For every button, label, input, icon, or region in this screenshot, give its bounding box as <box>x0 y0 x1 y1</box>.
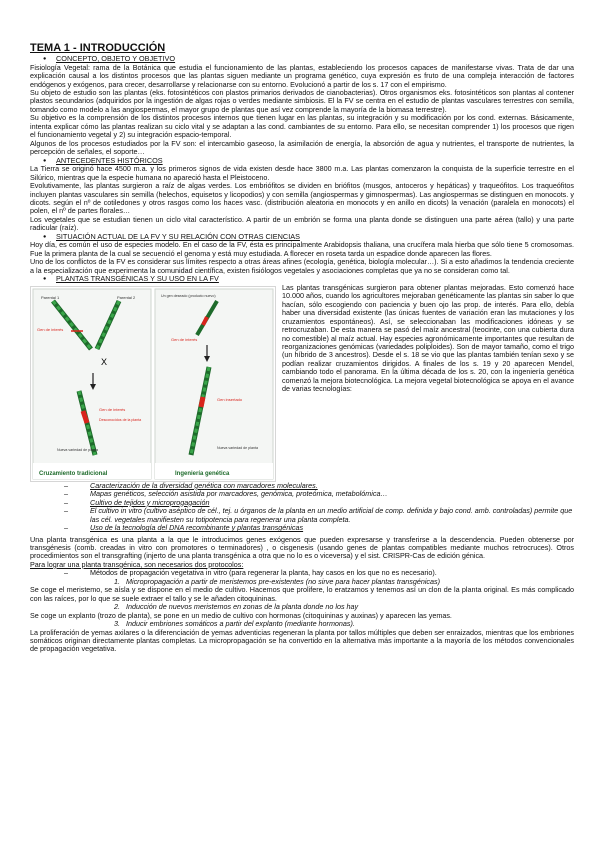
paragraph: Hoy día, es común el uso de especies modelo. En el caso de la FV, ésta es principalmente Arabidopsis thaliana, una crucífera mala hierba que sólo tiene 5 cromosomas. Fue la primera planta de la cual se secuenció el genoma y está muy estudiada. A florecer en roseta tarda un espadice donde aparecen las flores. <box>30 240 574 258</box>
figure-row <box>30 284 574 482</box>
crossing-figure <box>30 286 276 482</box>
numbered-item: 2. Inducción de nuevos meristemos en zonas de la planta donde no los hay <box>114 602 359 612</box>
page-title: TEMA 1 - INTRODUCCIÓN <box>30 42 166 54</box>
label-gen-interes-right: Gen de interés <box>171 336 198 342</box>
step-text: Inducción de nuevos meristemos en zonas de la planta donde no los hay <box>126 602 359 612</box>
caption-cruzamiento: Cruzamiento tradicional <box>39 470 108 477</box>
section-heading-situacion: ● SITUACIÓN ACTUAL DE LA FV Y SU RELACIÓN CON OTRAS CIENCIAS <box>30 233 574 242</box>
caption-ingenieria: Ingeniería genética <box>175 470 230 477</box>
section-heading-antecedentes: ● ANTECEDENTES HISTÓRICOS <box>30 157 574 166</box>
paragraph: Fisiología Vegetal: rama de la Botánica que estudia el funcionamiento de las plantas, estableciendo los procesos capaces de manifestarse vivas. Trata de dar una explicación causal a los distintos procesos que las plantas siguen mediante un programa genético, cuya expresión es fruto de una compleja interacción de factores endógenos y exógenos, para crecer, desarrollarse y relacionarse con su entorno. Evolucionó a partir de los s. 17 con el empirismo. <box>30 62 574 89</box>
paragraph: La Tierra se originó hace 4500 m.a. y los primeros signos de vida existen desde hace 3800 m.a. Las plantas comenzaron la conquista de la superficie terrestre en el Silúrico, mientras que la especie humana no apareció hasta el Pleistoceno. <box>30 164 574 182</box>
numbered-item: 1. Micropropagación a partir de meristemos pre-existentes (no sirve para hacer plantas transgénicas) <box>114 576 441 586</box>
list-item: – Uso de la tecnología del DNA recombinante y plantas transgénicas <box>30 524 574 532</box>
paragraph: Los vegetales que se estudian tienen un ciclo vital característico. A partir de un embrión se forma una planta donde se distinguen una parte aérea (tallo) y una parte radicular (raíz). <box>30 214 574 233</box>
section-heading-concepto: ● CONCEPTO, OBJETO Y OBJETIVO <box>30 55 574 64</box>
label-nueva-variedad-right: Nueva variedad de planta <box>217 445 258 450</box>
label-nueva-variedad-left: Nueva variedad de planta <box>57 447 98 452</box>
list-item: – Métodos de propagación vegetativa in vitro (para regenerar la planta, hay casos en los que no es necesario). <box>30 569 574 577</box>
crossing-diagram <box>31 287 275 481</box>
label-parental-2: Parental 2 <box>117 294 136 300</box>
paragraph: Evolutivamente, las plantas surgieron a raíz de algas verdes. Los embriófitos se dividen en briófitos (musgos, antoceros y hepáticas) y traqueófitos. Los traqueófitos incluyen plantas vasculares sin semilla (helechos, equisetos y licopodios) y con semilla (angiospermas y gimnospermas). Las angiospermas se distinguen en monocots. y dicots. según el nº de cotiledones y otros rasgos como los haces vasc. (distribución aleatoria en monocots y en anillo en dicots) la venación (paralela en monocots) el polen, el nº de partes florales… <box>30 181 574 216</box>
paragraph: Su objeto de estudio son las plantas (eks. fotosintéticos con plastos primarios derivados de cianobacterias). Otros organismos eks. fotosintéticos son plantas al contener plastos secundarios (adquiridos por la ingestión de algas rojas o verdes mediante simbiosis. El la FV se centra en el estudio de plantas vasculares terrestres con semilla, tomando como modelo a las angiospermas, el mayor grupo de plantas que así vez comprende la mayoría de la biomasa terrestre). <box>30 87 574 114</box>
label-parental-1: Parental 1 <box>41 294 60 300</box>
section-heading-transgenicas: ● PLANTAS TRANSGÉNICAS Y SU USO EN LA FV <box>30 275 574 284</box>
paragraph: Algunos de los procesos estudiados por la FV son: el intercambio gaseoso, la asimilación de energía, la absorción de agua y nutrientes, el transporte de nutrientes, la percepción de señales, el soporte… <box>30 138 574 157</box>
label-gen-insertado: Gen insertado <box>217 396 243 402</box>
paragraph: Se coge el meristemo, se aísla y se dispone en el medio de cultivo. Hacemos que prolifere, lo eratzamos y tenemos así un clon de la planta original. Es más complicado con las raíces, por lo que se suele extraer el tallo y se le añaden citoquininas. <box>30 585 574 603</box>
label-desconocidos: Desconocidos de la planta <box>99 417 142 422</box>
step-text: Micropropagación a partir de meristemos pre-existentes (no sirve para hacer plantas transgénicas) <box>126 576 441 586</box>
document-page <box>30 42 574 654</box>
label-gen-interes-left: Gen de interés <box>37 326 64 332</box>
paragraph: Se coge un explanto (trozo de planta), se pone en un medio de cultivo con hormonas (citoquininas y auxinas) y aparecen las yemas. <box>30 610 452 620</box>
numbered-item: 3. Inducir embriones somáticos a partir del explanto (mediante hormonas). <box>114 619 355 629</box>
list-item: – Cultivo de tejidos y microprogagación <box>30 499 574 507</box>
paragraph: La proliferación de yemas axilares o la diferenciación de yemas adventicias regeneran la planta por tallos múltiples que deben ser enraizados, mientras que los embriones somáticos originan directamente plantas completas. La micropropagación se ha convertido en la alternativa más importante a la mayoría de los métodos convencionales de propagación vegetativa. <box>30 627 574 654</box>
list-item: – El cultivo in vitro (cultivo aséptico de cél., tej. u órganos de la planta en un medio artificial de comp. definida y bajo cond. amb. controladas) permite que las cél. vegetales manifiesten su totipotencia para regenerar una planta completa. <box>30 507 574 524</box>
list-item: – Mapas genéticos, selección asistida por marcadores, genómica, proteómica, metabolómica… <box>30 490 574 498</box>
label-gen-interes: Gen de interés <box>99 406 126 412</box>
paragraph: Para lograr una planta transgénica, son necesarios dos protocolos: <box>30 559 244 569</box>
label-dna-top: Un gen deseado (producto nuevo) <box>161 293 216 298</box>
cross-symbol: X <box>101 356 108 367</box>
paragraph: Las plantas transgénicas surgieron para obtener plantas mejoradas. Esto comenzó hace 10.000 años, cuando los agricultores mejoraban genéticamente las plantas sin saber lo que hacían, sólo escogiendo con paciencia y buen ojo las prop. de interés. Para ello, debía haber una diversidad existente (las únicas fuentes de variación eran las mutaciones y los cruzamientos espontáneos). Así, se seleccionaban las modificaciones idóneas y se retrocruzaban. De esta manera se pasó del maíz ancestral (teocinte, con una cubierta dura no comestible) al maíz actual. Hay especies agronómicamente importantes que resultan de reorganizaciones genómicas (variedades poliploides). Son de mayor tamaño, como el trigo (un híbrido de 3 ancestros). Desde el s. 18 se vio que las plantas también tenían sexo y se podían realizar cruzamientos dirigidos. A finales de los s. 19 y 20 aparecen Mendel, cambiando todo el panorama. En la última década de los s. 20, con la ingeniería genética comenzó la mejora biotecnológica. La mejora vegetal biotecnológica se apoya en el avance de varias tecnologías: <box>282 282 574 394</box>
paragraph: Su objetivo es la comprensión de los distintos procesos internos que tienen lugar en las plantas, su integración y su modificación por los cond. externas. Básicamente, intenta explicar cómo las plantas realizan su ciclo vital y se adaptan a las cond. cambiantes de su entorno. Para ello, se necesitan comprender 1) los procesos que rigen el funcionamiento vegetal y 2) su integración espacio-temporal. <box>30 113 574 140</box>
figure-side-text <box>282 284 574 482</box>
step-text: Inducir embriones somáticos a partir del explanto (mediante hormonas). <box>126 619 355 629</box>
paragraph: Una planta transgénica es una planta a la que le introducimos genes exógenos que pueden expresarse y transferirse a la descendencia. Pueden obtenerse por transgénesis (comb. creadas in vitro con promotores o terminadores) , o cisgenesis (usando genes de plantas compatibles mediante muchos retrocruces). Otros procedimientos son el transgrafting (injerto de una planta transgénica a otra que no lo es o viceversa) y el sist. CRISPR-Cas de edición génica. <box>30 534 574 561</box>
paragraph: Uno de los conflictos de la FV es considerar sus límites respecto a otras áreas afines (ecología, genética, biología molecular…). Si a esto añadimos la tendencia creciente a la especialización que experimenta la comunidad científica, existen fisiólogos vegetales y asociaciones completas que ya no se consideran como tal. <box>30 257 574 275</box>
list-item: – Caracterización de la diversidad genética con marcadores moleculares. <box>30 482 574 490</box>
